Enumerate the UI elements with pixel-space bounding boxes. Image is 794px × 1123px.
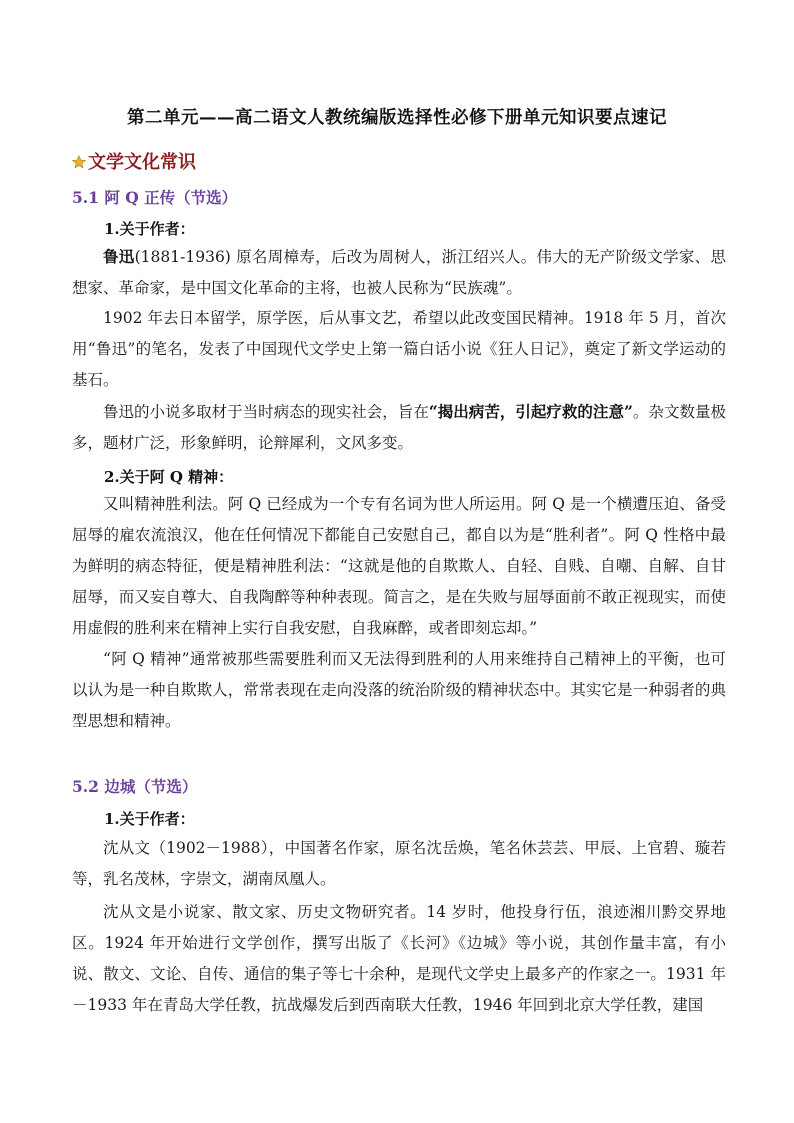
star-icon	[72, 155, 86, 169]
section-heading-label: 文学文化常识	[88, 152, 196, 173]
paragraph-ah-q-meaning: “阿 Q 精神”通常被那些需要胜利而又无法得到胜利的人用来维持自己精神上的平衡，也可以认为是一种自欺欺人，常常表现在走向没落的统治阶级的精神状态中。其实它是一种弱者的典型思想和精神。	[72, 650, 726, 730]
author-intro-text: 原名周樟寿，后改为周树人，浙江绍兴人。伟大的无产阶级文学家、思想家、革命家，是中国文化革命的主将，也被人民称为“民族魂”。	[72, 248, 726, 297]
paragraph-ah-q-spirit: 又叫精神胜利法。阿 Q 已经成为一个专有名词为世人所运用。阿 Q 是一个横遭压迫、备受屈辱的雇农流浪汉，他在任何情况下都能自己安慰自己，都自以为是“胜利者”。阿 Q 性格中最为鲜明的病态特征，便是精神胜利法：“这就是他的自欺欺人、自轻、自贱、自嘲、自解、自甘屈辱，而又妄自尊大、自我陶醉等种种表现。简言之，是在失败与屈辱面前不敢正视现实，而使用虚假的胜利来在精神上实行自我安慰，自我麻醉，或者即刻忘却。”	[72, 495, 726, 637]
paragraph-luxun-career: 1902 年去日本留学，原学医，后从事文艺，希望以此改变国民精神。1918 年 5 月，首次用“鲁迅”的笔名，发表了中国现代文学史上第一篇白话小说《狂人日记》，奠定了新文学运动的基石。	[72, 309, 726, 389]
point-label-about-author-2: 1.关于作者：	[104, 810, 195, 828]
lesson-heading-5-1: 5.1 阿 Q 正传（节选）	[72, 188, 238, 207]
works-quote: “揭出病苦，引起疗救的注意”	[428, 402, 633, 421]
author-name: 鲁迅	[103, 247, 135, 266]
document-title: 第二单元——高二语文人教统编版选择性必修下册单元知识要点速记	[127, 108, 667, 128]
point-label-about-author: 1.关于作者：	[104, 220, 195, 238]
paragraph-shen-intro: 沈从文（1902－1988），中国著名作家，原名沈岳焕，笔名休芸芸、甲辰、上官碧、璇若等，乳名茂林，字崇文，湖南凤凰人。	[72, 839, 726, 888]
works-text-after: 。杂文数量极多，题材广泛，形象鲜明，论辩犀利，文风多变。	[72, 403, 726, 452]
point-label-ah-q-spirit: 2.关于阿 Q 精神：	[104, 468, 234, 486]
paragraph-luxun-works	[72, 396, 726, 459]
paragraph-luxun-intro	[72, 241, 726, 304]
section-heading	[72, 148, 196, 174]
paragraph-shen-career: 沈从文是小说家、散文家、历史文物研究者。14 岁时，他投身行伍，浪迹湘川黔交界地区。1924 年开始进行文学创作，撰写出版了《长河》《边城》等小说，其创作量丰富，有小说、散文、文论、自传、通信的集子等七十余种，是现代文学史上最多产的作家之一。1931 年－1933 年在青岛大学任教，抗战爆发后到西南联大任教，1946 年回到北京大学任教，建国	[72, 903, 726, 1014]
lesson-heading-5-2: 5.2 边城（节选）	[72, 777, 198, 796]
author-years: (1881-1936)	[134, 248, 231, 266]
works-text-before: 鲁迅的小说多取材于当时病态的现实社会，旨在	[103, 403, 429, 421]
